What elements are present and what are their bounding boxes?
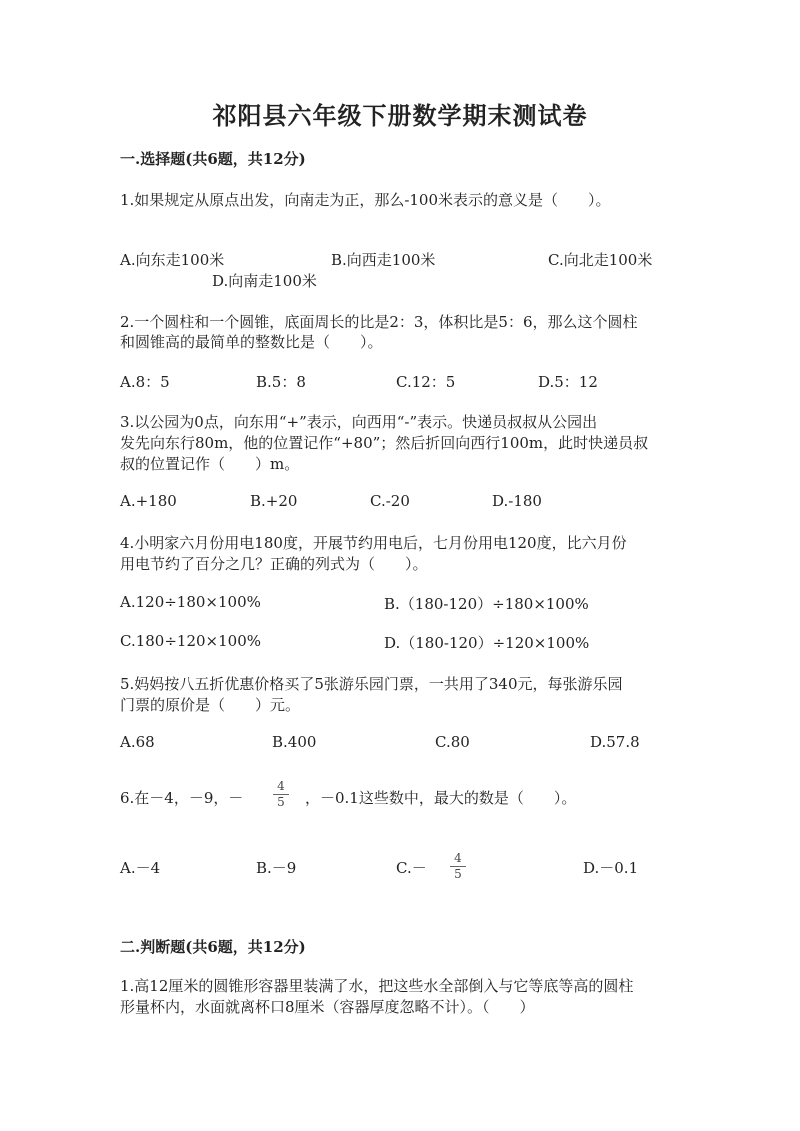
- question-6-text-after: ，－0.1这些数中，最大的数是（ ）。: [305, 789, 577, 807]
- question-3-line-1: 3.以公园为0点，向东用“+”表示，向西用“-”表示。快递员叔叔从公园出: [120, 413, 598, 431]
- q5-option-c: C.80: [435, 733, 470, 751]
- q1-option-d: D.向南走100米: [212, 272, 317, 290]
- q6-option-c-denominator: 5: [450, 866, 466, 882]
- q5-option-a: A.68: [120, 733, 155, 751]
- question-6-text-before: 6.在－4，－9，－: [120, 789, 244, 807]
- q2-option-b: B.5：8: [256, 373, 306, 391]
- q6-option-b: B.－9: [256, 859, 297, 877]
- q1-option-b: B.向西走100米: [331, 251, 436, 269]
- q1-option-c: C.向北走100米: [548, 251, 653, 269]
- question-4-line-1: 4.小明家六月份用电180度，开展节约用电后，七月份用电120度，比六月份: [120, 534, 627, 552]
- judgement-1-line-2: 形量杯内，水面就离杯口8厘米（容器厚度忽略不计）。（ ）: [120, 998, 535, 1016]
- question-3-line-3: 叔的位置记作（ ）m。: [120, 455, 300, 473]
- page-title: 祁阳县六年级下册数学期末测试卷: [212, 101, 588, 130]
- q6-fraction-denominator: 5: [273, 794, 289, 810]
- question-3-line-2: 发先向东行80m，他的位置记作“+80”；然后折回向西行100m，此时快递员叔: [120, 434, 649, 452]
- q6-fraction: [273, 779, 289, 810]
- q1-option-a: A.向东走100米: [120, 251, 225, 269]
- q4-option-b: B.（180-120）÷180×100%: [384, 595, 589, 613]
- q3-option-a: A.+180: [120, 492, 177, 510]
- q5-option-d: D.57.8: [590, 733, 640, 751]
- q2-option-c: C.12：5: [396, 373, 456, 391]
- question-1-text: 1.如果规定从原点出发，向南走为正，那么-100米表示的意义是（ ）。: [120, 191, 611, 209]
- q2-option-a: A.8：5: [120, 373, 170, 391]
- q3-option-d: D.-180: [492, 492, 542, 510]
- q5-option-b: B.400: [272, 733, 317, 751]
- q2-option-d: D.5：12: [538, 373, 598, 391]
- q3-option-b: B.+20: [250, 492, 298, 510]
- question-4-line-2: 用电节约了百分之几？正确的列式为（ ）。: [120, 555, 428, 573]
- q3-option-c: C.-20: [370, 492, 410, 510]
- q4-option-a: A.120÷180×100%: [120, 593, 261, 611]
- q6-option-d: D.－0.1: [583, 859, 639, 877]
- q6-option-c-fraction: [450, 851, 466, 882]
- section-heading-choice: 一.选择题(共6题，共12分): [120, 150, 306, 168]
- q6-option-c-numerator: 4: [454, 851, 462, 865]
- question-2-line-1: 2.一个圆柱和一个圆锥，底面周长的比是2：3，体积比是5：6，那么这个圆柱: [120, 313, 638, 331]
- question-5-line-1: 5.妈妈按八五折优惠价格买了5张游乐园门票，一共用了340元，每张游乐园: [120, 675, 623, 693]
- q4-option-c: C.180÷120×100%: [120, 632, 261, 650]
- q6-option-a: A.－4: [120, 859, 161, 877]
- section-heading-judgement: 二.判断题(共6题，共12分): [120, 938, 306, 956]
- q6-fraction-numerator: 4: [277, 779, 285, 793]
- q6-option-c: C.－: [396, 859, 427, 877]
- q4-option-d: D.（180-120）÷120×100%: [384, 634, 590, 652]
- judgement-1-line-1: 1.高12厘米的圆锥形容器里装满了水，把这些水全部倒入与它等底等高的圆柱: [120, 977, 634, 995]
- question-2-line-2: 和圆锥高的最简单的整数比是（ ）。: [120, 333, 383, 351]
- question-5-line-2: 门票的原价是（ ）元。: [120, 696, 301, 714]
